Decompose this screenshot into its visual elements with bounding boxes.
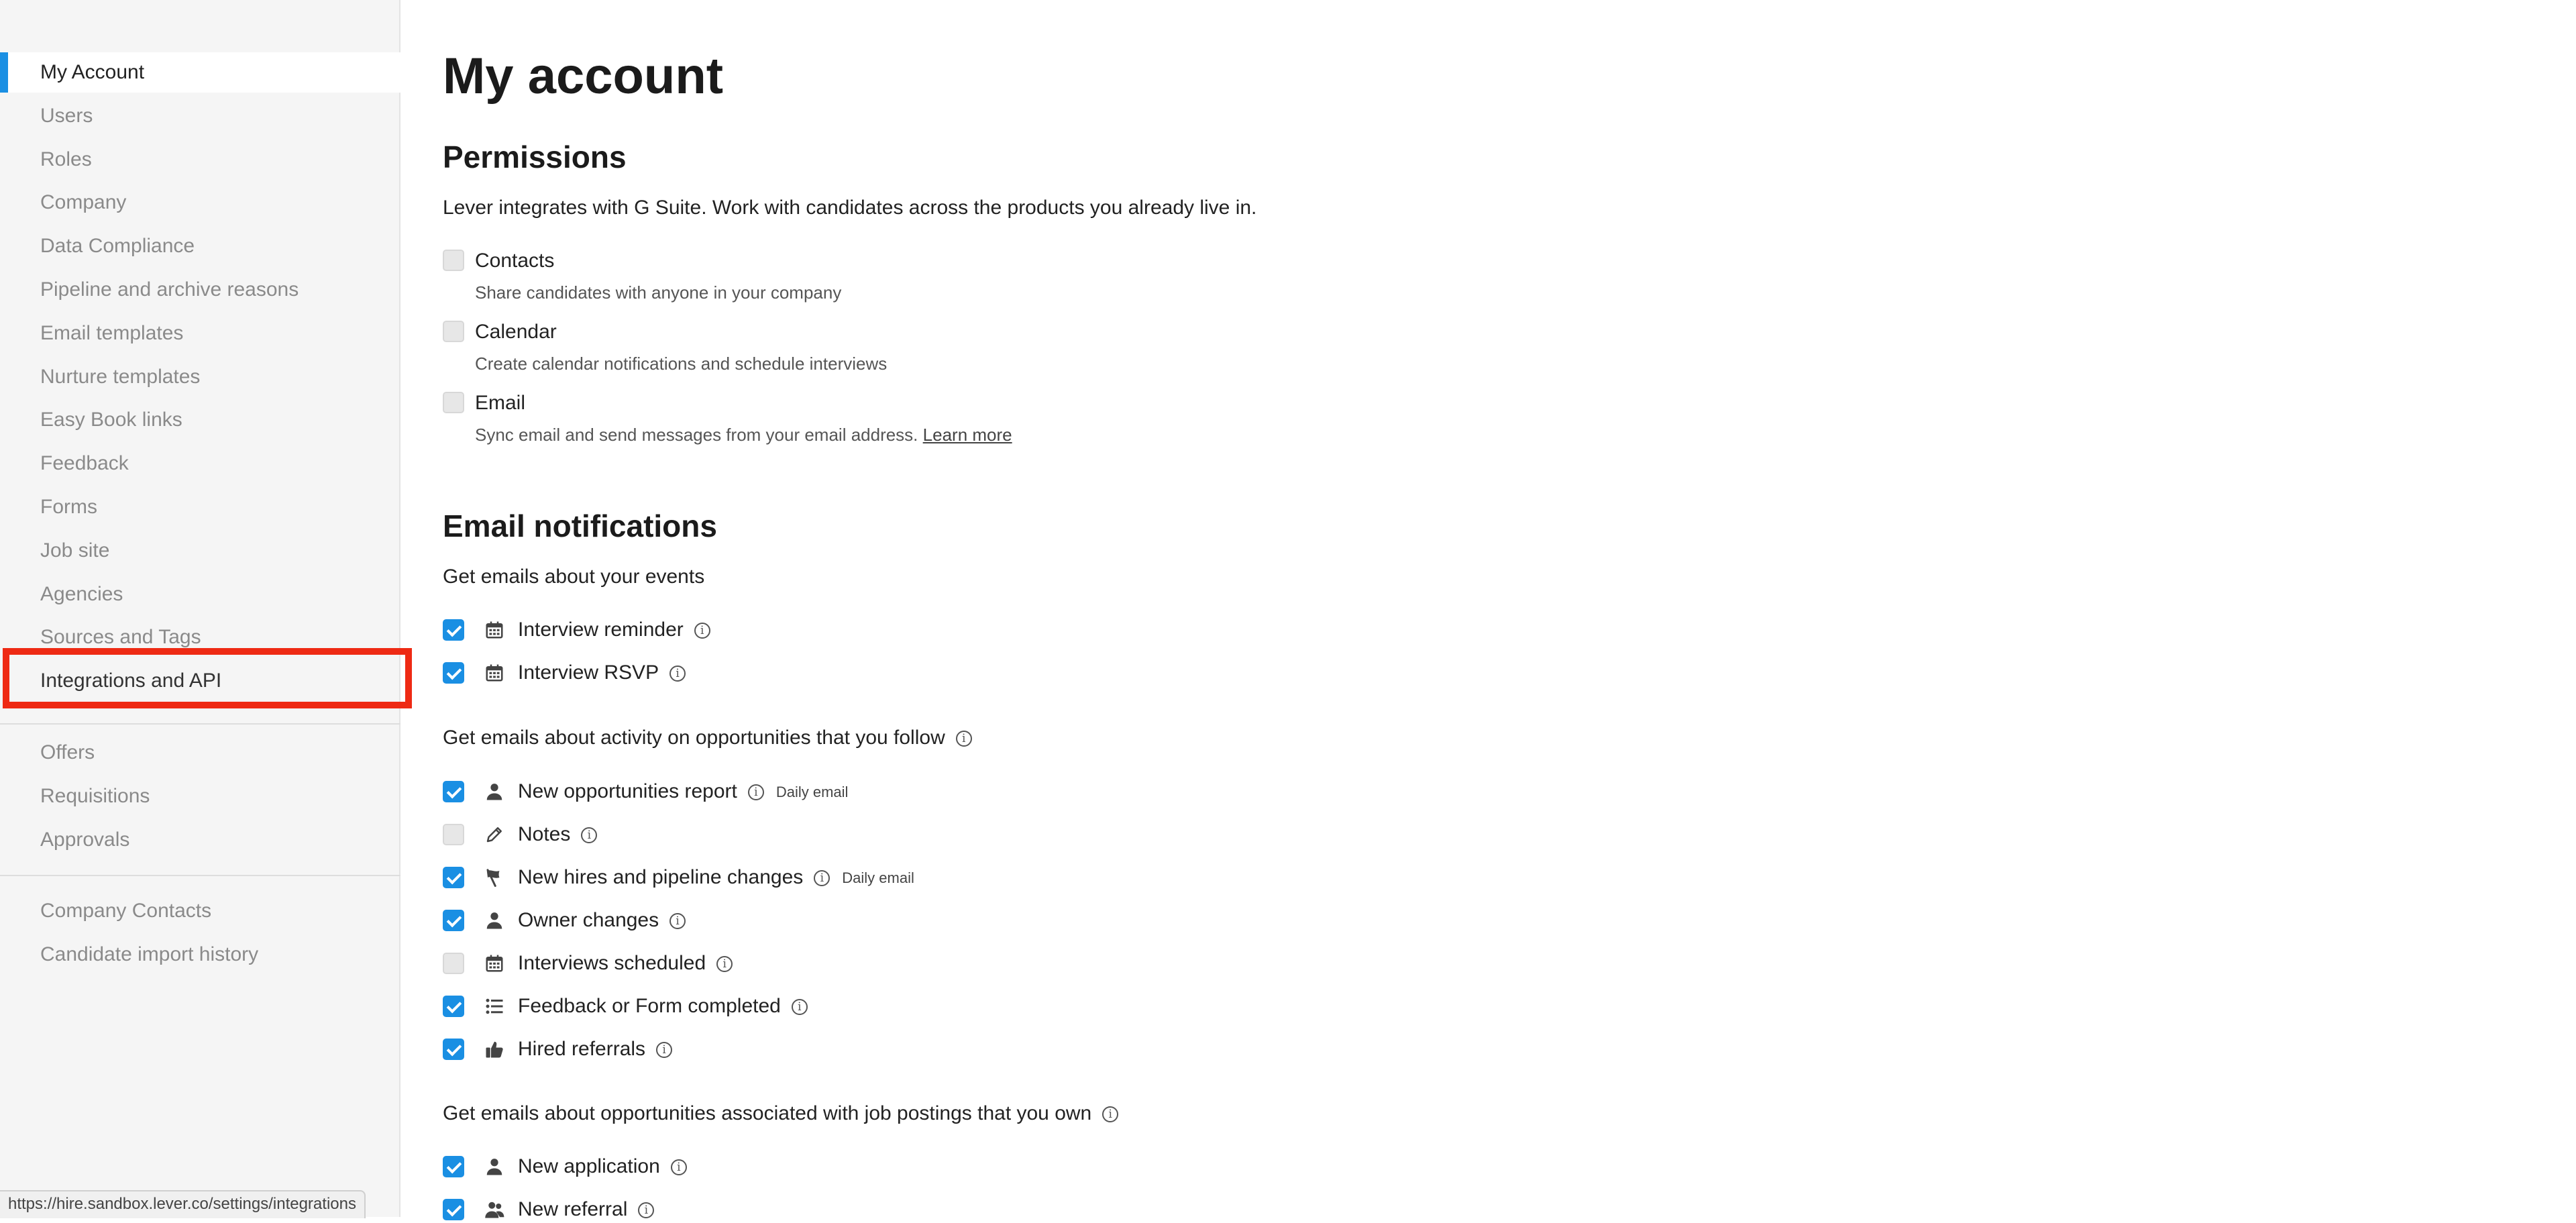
sidebar-item-forms[interactable]: Forms: [40, 496, 97, 518]
flag-icon: [484, 867, 504, 888]
notes-row: [518, 821, 597, 848]
sidebar-divider: [0, 875, 400, 876]
owner-changes-row: [518, 907, 686, 934]
sidebar-item-feedback[interactable]: Feedback: [40, 452, 129, 474]
sidebar-item-nurture-templates[interactable]: Nurture templates: [40, 366, 201, 388]
new-hires-and-pipeline-changes-label: New hires and pipeline changes: [518, 866, 804, 888]
hired-referrals-label: Hired referrals: [518, 1038, 646, 1060]
page-title: My account: [443, 48, 724, 105]
sidebar-item-users[interactable]: Users: [40, 105, 93, 127]
permissions-heading: Permissions: [443, 140, 627, 174]
interview-rsvp-row: [518, 659, 686, 686]
email-description-text: Sync email and send messages from your email address.: [475, 425, 918, 445]
interview-reminder-checkbox[interactable]: [443, 619, 464, 641]
interview-rsvp-label: Interview RSVP: [518, 661, 659, 684]
email-label: Email: [475, 392, 526, 414]
feedback-or-form-completed-label: Feedback or Form completed: [518, 995, 781, 1017]
new-opportunities-report-label: New opportunities report: [518, 780, 737, 802]
calendar-icon: [484, 663, 504, 683]
person-icon: [484, 910, 504, 930]
settings-sidebar: [0, 0, 400, 1217]
hired-referrals-row: [518, 1036, 672, 1063]
daily-email-tag: Daily email: [775, 784, 849, 801]
info-icon[interactable]: i: [748, 784, 764, 800]
new-application-row: [518, 1153, 687, 1180]
sidebar-item-pipeline-archive-reasons[interactable]: Pipeline and archive reasons: [40, 278, 299, 301]
contacts-label: Contacts: [475, 250, 555, 272]
follow-intro-text: Get emails about activity on opportunities that you follow: [443, 727, 945, 749]
info-icon[interactable]: i: [814, 870, 830, 886]
permissions-intro: Lever integrates with G Suite. Work with candidates across the products you already live in.: [443, 197, 1257, 219]
info-icon[interactable]: i: [671, 1159, 687, 1175]
info-icon[interactable]: i: [669, 666, 686, 682]
sidebar-item-roles[interactable]: Roles: [40, 148, 92, 170]
info-icon[interactable]: i: [956, 731, 972, 747]
postings-intro: [443, 1100, 1118, 1127]
sidebar-item-job-site[interactable]: Job site: [40, 539, 110, 562]
calendar-icon: [484, 953, 504, 973]
sidebar-item-easy-book-links[interactable]: Easy Book links: [40, 409, 182, 431]
learn-more-link[interactable]: Learn more: [922, 425, 1012, 445]
new-hires-and-pipeline-changes-checkbox[interactable]: [443, 867, 464, 888]
email-checkbox[interactable]: [443, 392, 464, 413]
thumbs-up-icon: [484, 1039, 504, 1059]
calendar-checkbox[interactable]: [443, 321, 464, 342]
contacts-checkbox[interactable]: [443, 250, 464, 271]
contacts-description: Share candidates with anyone in your company: [475, 282, 842, 303]
main-content: [443, 0, 2576, 1220]
sidebar-item-data-compliance[interactable]: Data Compliance: [40, 235, 195, 257]
info-icon[interactable]: i: [581, 827, 597, 843]
new-application-label: New application: [518, 1155, 660, 1177]
notes-checkbox[interactable]: [443, 824, 464, 845]
sidebar-item-my-account[interactable]: My Account: [0, 52, 400, 93]
interviews-scheduled-label: Interviews scheduled: [518, 952, 706, 974]
sidebar-item-email-templates[interactable]: Email templates: [40, 322, 184, 344]
info-icon[interactable]: i: [694, 623, 710, 639]
sidebar-item-sources-and-tags[interactable]: Sources and Tags: [40, 626, 201, 648]
sidebar-item-agencies[interactable]: Agencies: [40, 583, 123, 605]
interview-rsvp-checkbox[interactable]: [443, 662, 464, 684]
person-icon: [484, 782, 504, 802]
owner-changes-label: Owner changes: [518, 909, 659, 931]
email-description: [475, 423, 1012, 447]
sidebar-item-candidate-import-history[interactable]: Candidate import history: [40, 943, 259, 965]
new-referral-row: [518, 1196, 654, 1223]
sidebar-item-company-contacts[interactable]: Company Contacts: [40, 900, 212, 922]
interview-reminder-row: [518, 617, 710, 643]
status-bar-url: https://hire.sandbox.lever.co/settings/integrations: [0, 1190, 366, 1218]
daily-email-tag: Daily email: [842, 869, 914, 887]
sidebar-item-approvals[interactable]: Approvals: [40, 829, 130, 851]
interviews-scheduled-row: [518, 950, 733, 977]
email-notifications-heading: Email notifications: [443, 509, 717, 543]
new-hires-and-pipeline-changes-row: [518, 864, 914, 892]
new-referral-checkbox[interactable]: [443, 1199, 464, 1220]
owner-changes-checkbox[interactable]: [443, 910, 464, 931]
calendar-label: Calendar: [475, 321, 557, 343]
sidebar-item-offers[interactable]: Offers: [40, 741, 95, 763]
info-icon[interactable]: i: [716, 956, 733, 972]
interviews-scheduled-checkbox[interactable]: [443, 953, 464, 974]
calendar-icon: [484, 620, 504, 640]
info-icon[interactable]: i: [669, 913, 686, 929]
follow-intro: [443, 725, 972, 751]
info-icon[interactable]: i: [656, 1042, 672, 1058]
new-opportunities-report-row: [518, 778, 848, 806]
new-referral-label: New referral: [518, 1198, 628, 1220]
events-intro: Get emails about your events: [443, 566, 705, 588]
pencil-icon: [484, 825, 504, 845]
sidebar-divider: [0, 723, 400, 725]
info-icon[interactable]: i: [638, 1202, 654, 1218]
feedback-or-form-completed-checkbox[interactable]: [443, 996, 464, 1017]
person-icon: [484, 1157, 504, 1177]
calendar-description: Create calendar notifications and schedule interviews: [475, 354, 888, 374]
new-opportunities-report-checkbox[interactable]: [443, 781, 464, 802]
feedback-or-form-completed-row: [518, 993, 808, 1020]
list-icon: [484, 996, 504, 1016]
interview-reminder-label: Interview reminder: [518, 619, 684, 641]
info-icon[interactable]: i: [1102, 1106, 1118, 1122]
postings-intro-text: Get emails about opportunities associated with job postings that you own: [443, 1102, 1092, 1124]
info-icon[interactable]: i: [792, 999, 808, 1015]
hired-referrals-checkbox[interactable]: [443, 1039, 464, 1060]
sidebar-item-company[interactable]: Company: [40, 191, 127, 213]
sidebar-item-integrations-and-api[interactable]: Integrations and API: [40, 670, 222, 692]
sidebar-item-requisitions[interactable]: Requisitions: [40, 785, 150, 807]
notes-label: Notes: [518, 823, 571, 845]
new-application-checkbox[interactable]: [443, 1156, 464, 1177]
